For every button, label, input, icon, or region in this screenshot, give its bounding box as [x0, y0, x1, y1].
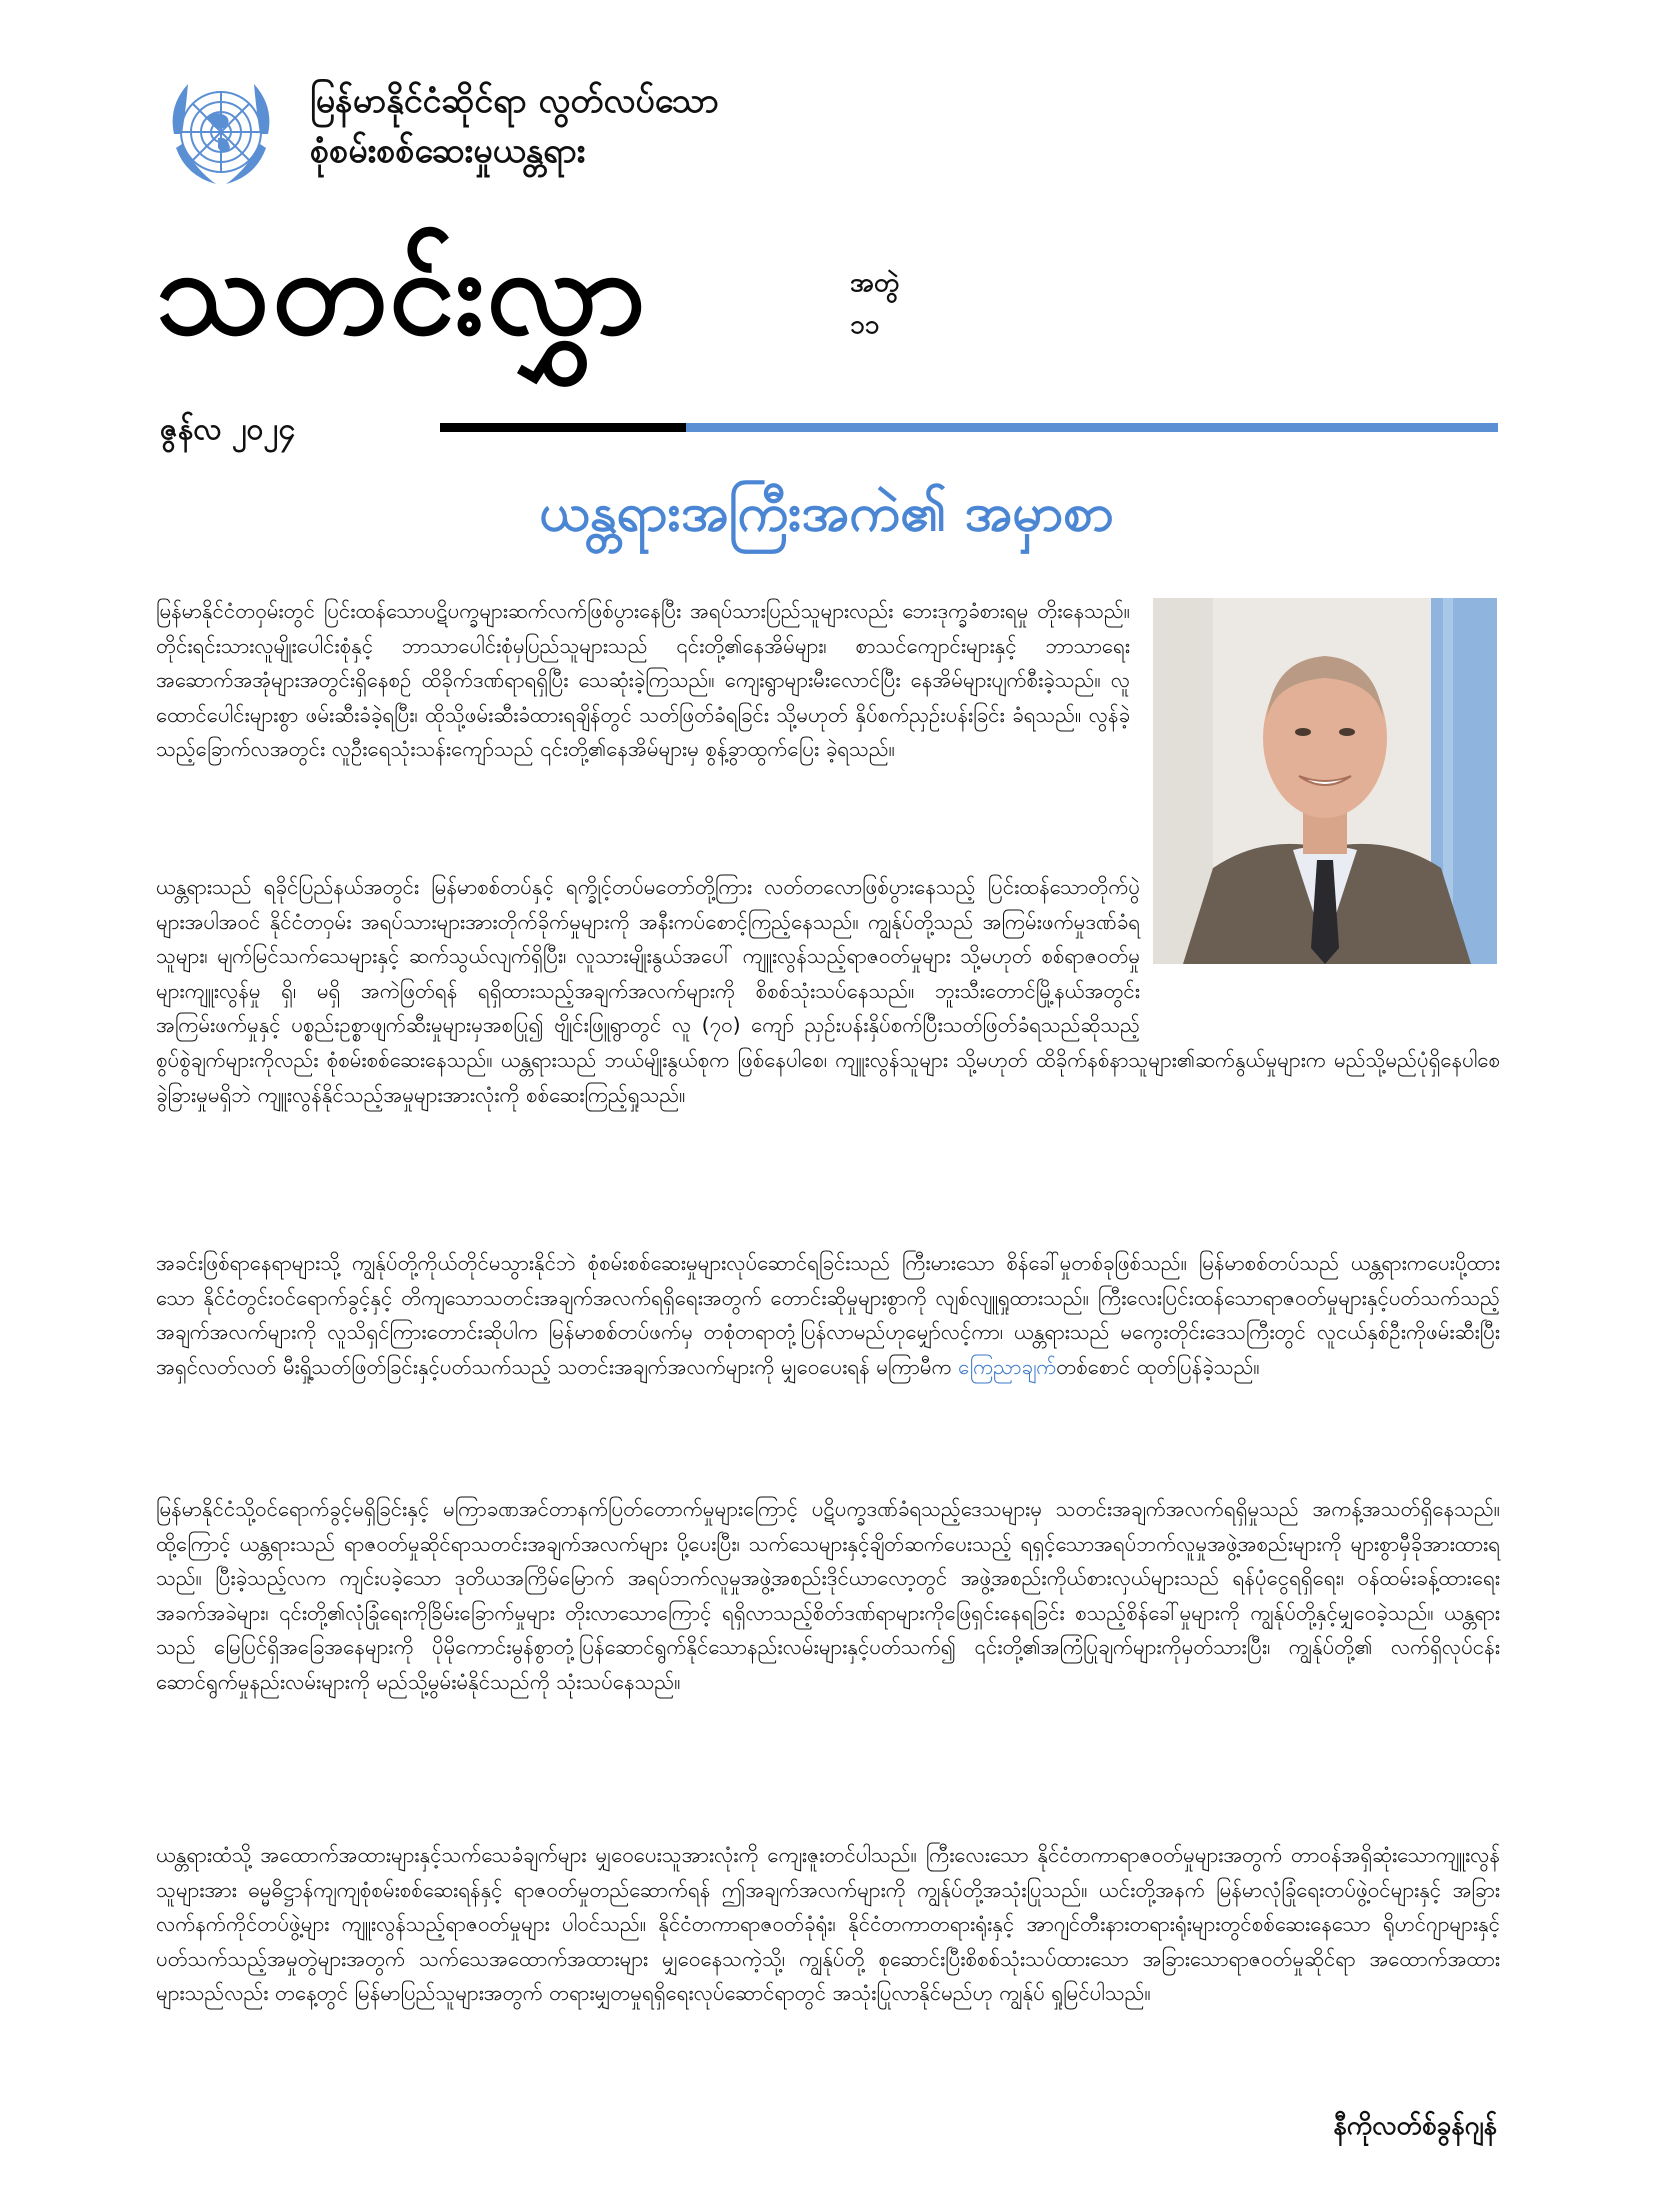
- header-rule-black: [440, 423, 686, 432]
- paragraph-2-text: ယန္တရားသည် ရခိုင်ပြည်နယ်အတွင်း မြန်မာစစ်တပ်နှင့် ရက္ခိုင့်တပ်မတော်တို့ကြား လတ်တလောဖြစ်ပွားနေသည့် ပြင်းထန်သောတိုက်ပွဲများအပါအဝင် နိုင်ငံတဝှမ်း အရပ်သားများအားတိုက်ခိုက်မှုများကို အနီးကပ်စောင့်ကြည့်နေသည်။ ကျွန်ုပ်တို့သည် အကြမ်းဖက်မှုဒဏ်ခံရသူများ၊ မျက်မြင်သက်သေများနှင့် ဆက်သွယ်လျက်ရှိပြီး၊ လူသားမျိုးနွယ်အပေါ် ကျူးလွန်သည့်ရာဇဝတ်မှုများ သို့မဟုတ် စစ်ရာဇဝတ်မှုများကျူးလွန်မှု ရှိ၊ မရှိ အကဲဖြတ်ရန် ရရှိထားသည့်အချက်အလက်များကို စိစစ်သုံးသပ်နေသည်။ ဘူးသီးတောင်မြို့နယ်အတွင်း အကြမ်းဖက်မှုနှင့် ပစ္စည်းဥစ္စာဖျက်ဆီးမှုများမှအစပြု၍ ဗျိုင်းဖြူရွာတွင် လူ (၇၀) ကျော် ညှဉ်းပန်းနှိပ်စက်ပြီးသတ်ဖြတ်ခံရသည်ဆိုသည့် စွပ်စွဲချက်များကိုလည်း စုံစမ်းစစ်ဆေးနေသည်။ ယန္တရားသည် ဘယ်မျိုးနွယ်စုက ဖြစ်နေပါစေ၊ ကျူးလွန်သူများ သို့မဟုတ် ထိခိုက်နစ်နာသူများ၏ဆက်နွယ်မှုများက မည်သို့မည်ပုံရှိနေပါစေ ခွဲခြားမှုမရှိဘဲ ကျူးလွန်နိုင်သည့်အမှုများအားလုံးကို စစ်ဆေးကြည့်ရှုသည်။: [156, 875, 1500, 1107]
- paragraph-2: [156, 870, 1500, 1112]
- un-emblem-icon: [156, 70, 286, 200]
- org-line-2: စုံစမ်းစစ်ဆေးမှုယန္တရား: [310, 131, 586, 171]
- photo-wrap-spacer: [1140, 870, 1500, 1012]
- paragraph-3: [156, 1246, 1500, 1384]
- paragraph-1: မြန်မာနိုင်ငံတဝှမ်းတွင် ပြင်းထန်သောပဋိပက္ခများဆက်လက်ဖြစ်ပွားနေပြီး အရပ်သားပြည်သူများလည်း ဘေးဒုက္ခခံစားရမှု တိုးနေသည်။ တိုင်းရင်းသားလူမျိုးပေါင်းစုံနှင့် ဘာသာပေါင်းစုံမှပြည်သူများသည် ၎င်းတို့၏နေအိမ်များ၊ စာသင်ကျောင်းများနှင့် ဘာသာရေးအဆောက်အအုံများအတွင်းရှိနေစဉ် ထိခိုက်ဒဏ်ရာရရှိပြီး သေဆုံးခဲ့ကြသည်။ ကျေးရွာများမီးလောင်ပြီး နေအိမ်များပျက်စီးခဲ့သည်။ လူထောင်ပေါင်းများစွာ ဖမ်းဆီးခံခဲ့ရပြီး၊ ထိုသို့ဖမ်းဆီးခံထားရချိန်တွင် သတ်ဖြတ်ခံရခြင်း သို့မဟုတ် နှိပ်စက်ညှဉ်းပန်းခြင်း ခံရသည်။ လွန်ခဲ့သည့်ခြောက်လအတွင်း လူဦးရေသုံးသန်းကျော်သည် ၎င်းတို့၏နေအိမ်များမှ စွန့်ခွာထွက်ပြေး ခဲ့ရသည်။: [156, 599, 1130, 762]
- paragraph-5: ယန္တရားထံသို့ အထောက်အထားများနှင့်သက်သေခံချက်များ မျှဝေပေးသူအားလုံးကို ကျေးဇူးတင်ပါသည်။ ကြီးလေးသော နိုင်ငံတကာရာဇဝတ်မှုများအတွက် တာဝန်အရှိဆုံးသောကျူးလွန်သူများအား ဓမ္မဓိဋ္ဌာန်ကျကျစုံစမ်းစစ်ဆေးရန်နှင့် ရာဇဝတ်မှုတည်ဆောက်ရန် ဤအချက်အလက်များကို ကျွန်ုပ်တို့အသုံးပြုသည်။ ယင်းတို့အနက် မြန်မာလုံခြုံရေးတပ်ဖွဲ့ဝင်များနှင့် အခြားလက်နက်ကိုင်တပ်ဖွဲ့များ ကျူးလွန်သည့်ရာဇဝတ်မှုများ ပါဝင်သည်။ နိုင်ငံတကာရာဇဝတ်ခုံရုံး၊ နိုင်ငံတကာတရားရုံးနှင့် အာဂျင်တီးနားတရားရုံးများတွင်စစ်ဆေးနေသော ရိုဟင်ဂျာများနှင့်ပတ်သက်သည့်အမှုတွဲများအတွက် သက်သေအထောက်အထားများ မျှဝေနေသကဲ့သို့၊ ကျွန်ုပ်တို့ စုဆောင်းပြီးစိစစ်သုံးသပ်ထားသော အခြားသောရာဇဝတ်မှုဆိုင်ရာ အထောက်အထားများသည်လည်း တနေ့တွင် မြန်မာပြည်သူများအတွက် တရားမျှတမှုရရှိရေးလုပ်ဆောင်ရာတွင် အသုံးပြုလာနိုင်မည်ဟု ကျွန်ုပ် ရှုမြင်ပါသည်။: [156, 1843, 1500, 2006]
- issue-date: ဇွန်လ ၂၀၂၄: [160, 412, 296, 447]
- paragraph-3-tail: တစ်စောင် ထုတ်ပြန်ခဲ့သည်။: [1056, 1354, 1260, 1379]
- org-line-1: မြန်မာနိုင်ငံဆိုင်ရာ လွတ်လပ်သော: [310, 81, 719, 121]
- issue-number: ၁၁: [850, 310, 880, 340]
- masthead-title: သတင်းလွှာ: [156, 223, 648, 361]
- organization-name: [310, 76, 719, 176]
- paragraph-4: မြန်မာနိုင်ငံသို့ဝင်ရောက်ခွင့်မရှိခြင်းနှင့် မကြာခဏအင်တာနက်ပြတ်တောက်မှုများကြောင့် ပဋိပက္ခဒဏ်ခံရသည့်ဒေသများမှ သတင်းအချက်အလက်ရရှိမှုသည် အကန့်အသတ်ရှိနေသည်။ ထို့ကြောင့် ယန္တရားသည် ရာဇဝတ်မှုဆိုင်ရာသတင်းအချက်အလက်များ ပို့ပေးပြီး၊ သက်သေများနှင့်ချိတ်ဆက်ပေးသည့် ရရှင့်သောအရပ်ဘက်လူမှုအဖွဲ့အစည်းများကို များစွာမှီခိုအားထားရသည်။ ပြီးခဲ့သည့်လက ကျင်းပခဲ့သော ဒုတိယအကြိမ်မြောက် အရပ်ဘက်လူမှုအဖွဲ့အစည်းဒိုင်ယာလော့တွင် အဖွဲ့အစည်းကိုယ်စားလှယ်များသည် ရန်ပုံငွေရရှိရေး၊ ဝန်ထမ်းခန့်ထားရေးအခက်အခဲများ၊ ၎င်းတို့၏လုံခြုံရေးကိုခြိမ်းခြောက်မှုများ တိုးလာသောကြောင့် ရရှိလာသည့်စိတ်ဒဏ်ရာများကိုဖြေရှင်းနေရခြင်း စသည့်စိန်ခေါ်မှုများကို ကျွန်ုပ်တို့နှင့်မျှဝေခဲ့သည်။ ယန္တရားသည် မြေပြင်ရှိအခြေအနေများကို ပိုမိုကောင်းမွန်စွာတုံ့ပြန်ဆောင်ရွက်နိုင်သောနည်းလမ်းများနှင့်ပတ်သက်၍ ၎င်းတို့၏အကြံပြုချက်များကိုမှတ်သားပြီး၊ ကျွန်ုပ်တို့၏ လက်ရှိလုပ်ငန်းဆောင်ရွက်မှုနည်းလမ်းများကို မည်သို့မွမ်းမံနိုင်သည်ကို သုံးသပ်နေသည်။: [156, 1497, 1500, 1694]
- issue-block: [850, 262, 899, 346]
- issue-label: အတွဲ: [850, 268, 900, 298]
- paragraph-3-text: အခင်းဖြစ်ရာနေရာများသို့ ကျွန်ုပ်တို့ကိုယ်တိုင်မသွားနိုင်ဘဲ စုံစမ်းစစ်ဆေးမှုများလုပ်ဆောင်ရခြင်းသည် ကြီးမားသော စိန်ခေါ်မှုတစ်ခုဖြစ်သည်။ မြန်မာစစ်တပ်သည် ယန္တရားကပေးပို့ထားသော နိုင်ငံတွင်းဝင်ရောက်ခွင့်နှင့် တိကျသောသတင်းအချက်အလက်ရရှိရေးအတွက် တောင်းဆိုမှုများစွာကို လျစ်လျူရှုထားသည်။ ကြီးလေးပြင်းထန်သောရာဇဝတ်မှုများနှင့်ပတ်သက်သည့် အချက်အလက်များကို လူသိရှင်ကြား‌တောင်းဆိုပါက မြန်မာစစ်တပ်ဖက်မှ တစုံတရာတုံ့ပြန်လာမည်ဟုမျှော်လင့်ကာ၊ ယန္တရားသည် မကွေးတိုင်းဒေသကြီးတွင် လူငယ်နှစ်ဦးကိုဖမ်းဆီးပြီး အရှင်လတ်လတ် မီးရှို့သတ်ဖြတ်ခြင်းနှင့်ပတ်သက်သည့် သတင်းအချက်အလက်များကို မျှဝေပေးရန် မကြာမီက: [156, 1251, 1500, 1379]
- header-rule-blue: [686, 423, 1498, 432]
- statement-link[interactable]: ကြေညာချက်: [958, 1354, 1057, 1379]
- article-headline: ယန္တရားအကြီးအကဲ၏ အမှာစာ: [539, 483, 1114, 543]
- author-signature: နီကိုလတ်စ်ခွန်ဂျန်: [1333, 2111, 1497, 2141]
